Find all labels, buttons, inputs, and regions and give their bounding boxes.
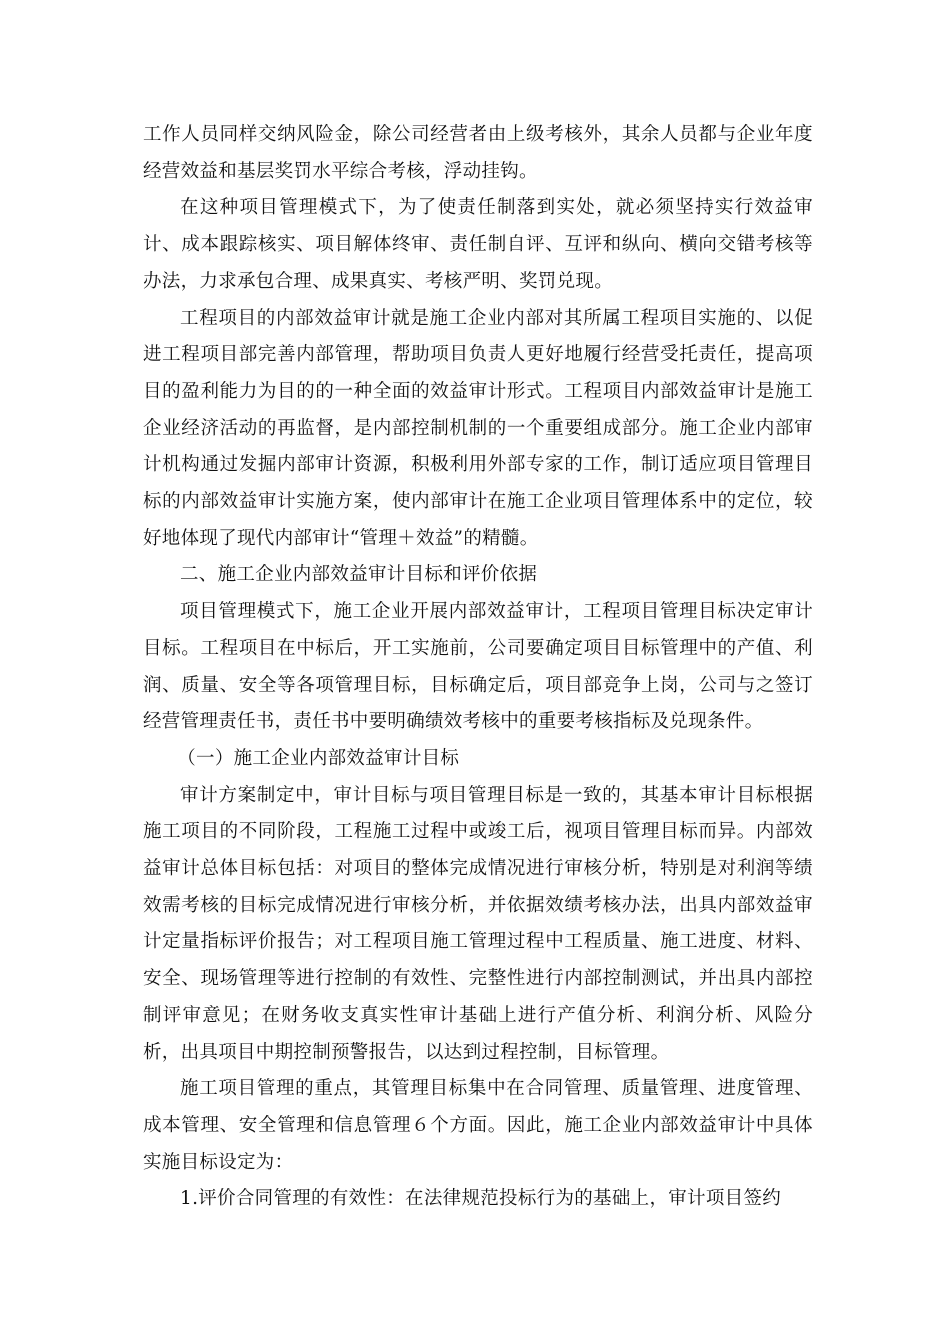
subsection-heading-audit-objectives: （一）施工企业内部效益审计目标 xyxy=(177,747,460,769)
paragraph-project-management-mode: 项目管理模式下，施工企业开展内部效益审计，工程项目管理目标决定审计目标。工程项目在中标后，开工实施前，公司要确定项目目标管理中的产值、利润、质量、安全等各项管理目标，目标确定后，项目部竞争上岗，公司与之签订经营管理责任书，责任书中要明确绩效考核中的重要考核指标及兑现条件。 xyxy=(143,601,813,733)
paragraph-internal-benefit-audit: 工程项目的内部效益审计就是施工企业内部对其所属工程项目实施的、以促进工程项目部完善内部管理，帮助项目负责人更好地履行经营受托责任，提高项目的盈利能力为目的的一种全面的效益审计形式。工程项目内部效益审计是施工企业经济活动的再监督，是内部控制机制的一个重要组成部分。施工企业内部审计机构通过发掘内部审计资源，积极利用外部专家的工作，制订适应项目管理目标的内部效益审计实施方案，使内部审计在施工企业项目管理体系中的定位，较好地体现了现代内部审计“管理＋效益”的精髓。 xyxy=(143,307,813,549)
paragraph-risk-deposit: 工作人员同样交纳风险金，除公司经营者由上级考核外，其余人员都与企业年度经营效益和基层奖罚水平综合考核，浮动挂钩。 xyxy=(143,124,813,182)
paragraph-audit-plan: 审计方案制定中，审计目标与项目管理目标是一致的，其基本审计目标根据施工项目的不同阶段，工程施工过程中或竣工后，视项目管理目标而异。内部效益审计总体目标包括：对项目的整体完成情况进行审核分析，特别是对利润等绩效需考核的目标完成情况进行审核分析，并依据效绩考核办法，出具内部效益审计定量指标评价报告；对工程项目施工管理过程中工程质量、施工进度、材料、安全、现场管理等进行控制的有效性、完整性进行内部控制测试，并出具内部控制评审意见；在财务收支真实性审计基础上进行产值分析、利润分析、风险分析，出具项目中期控制预警报告，以达到过程控制，目标管理。 xyxy=(143,784,813,1063)
paragraph-responsibility-system: 在这种项目管理模式下，为了使责任制落到实处，就必须坚持实行效益审计、成本跟踪核实、项目解体终审、责任制自评、互评和纵向、横向交错考核等办法，力求承包合理、成果真实、考核严明、奖罚兑现。 xyxy=(143,197,813,292)
section-heading-audit-objectives: 二、施工企业内部效益审计目标和评价依据 xyxy=(180,564,538,586)
document-body xyxy=(143,117,813,1218)
paragraph-contract-management: 1.评价合同管理的有效性：在法律规范投标行为的基础上，审计项目签约 xyxy=(180,1188,782,1210)
paragraph-management-focus: 施工项目管理的重点，其管理目标集中在合同管理、质量管理、进度管理、成本管理、安全管理和信息管理６个方面。因此，施工企业内部效益审计中具体实施目标设定为： xyxy=(143,1078,813,1173)
